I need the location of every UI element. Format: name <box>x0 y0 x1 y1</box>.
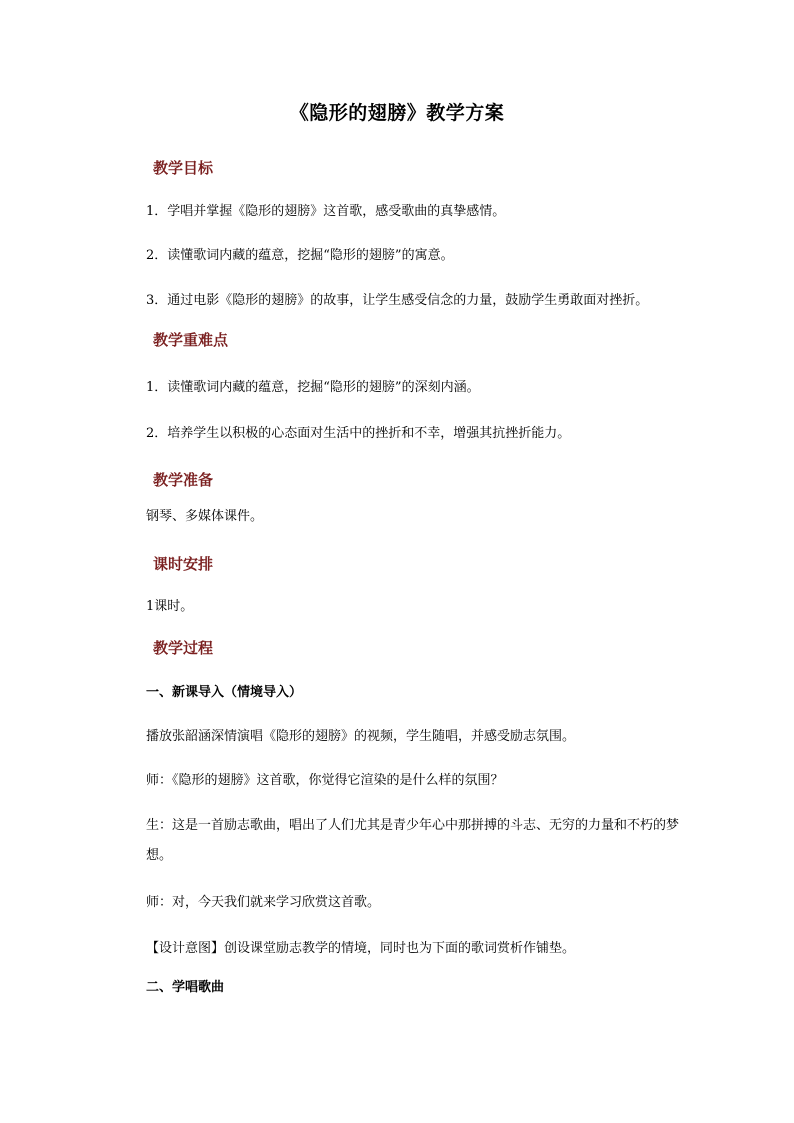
heading-teaching-goals: 教学目标 <box>153 159 214 177</box>
difficulty-item-1: 1．读懂歌词内藏的蕴意，挖掘“隐形的翅膀”的深刻内涵。 <box>146 380 480 395</box>
document-title: 《隐形的翅膀》教学方案 <box>289 102 505 124</box>
process-paragraph-4: 师：对，今天我们就来学习欣赏这首歌。 <box>146 895 381 910</box>
goal-item-2: 2．读懂歌词内藏的蕴意，挖掘“隐形的翅膀”的寓意。 <box>146 248 454 263</box>
schedule-text: 1课时。 <box>146 599 194 614</box>
preparation-text: 钢琴、多媒体课件。 <box>146 509 264 524</box>
process-part2-heading: 二、学唱歌曲 <box>146 980 225 995</box>
goal-item-1: 1．学唱并掌握《隐形的翅膀》这首歌，感受歌曲的真挚感情。 <box>146 204 506 219</box>
process-paragraph-2: 师：《隐形的翅膀》这首歌，你觉得它渲染的是什么样的氛围？ <box>146 773 504 788</box>
heading-preparation: 教学准备 <box>153 471 214 489</box>
heading-key-difficulties: 教学重难点 <box>153 331 229 349</box>
process-part1-heading: 一、新课导入（情境导入） <box>146 685 303 700</box>
heading-schedule: 课时安排 <box>153 555 214 573</box>
difficulty-item-2: 2．培养学生以积极的心态面对生活中的挫折和不幸，增强其抗挫折能力。 <box>146 426 571 441</box>
process-paragraph-5: 【设计意图】创设课堂励志教学的情境，同时也为下面的歌词赏析作铺垫。 <box>146 941 576 956</box>
process-paragraph-1: 播放张韶涵深情演唱《隐形的翅膀》的视频，学生随唱，并感受励志氛围。 <box>146 729 576 744</box>
process-paragraph-3: 生：这是一首励志歌曲，唱出了人们尤其是青少年心中那拼搏的斗志、无穷的力量和不朽的梦想。 <box>146 818 680 863</box>
heading-teaching-process: 教学过程 <box>153 639 214 657</box>
goal-item-3: 3．通过电影《隐形的翅膀》的故事，让学生感受信念的力量，鼓励学生勇敢面对挫折。 <box>146 293 649 308</box>
